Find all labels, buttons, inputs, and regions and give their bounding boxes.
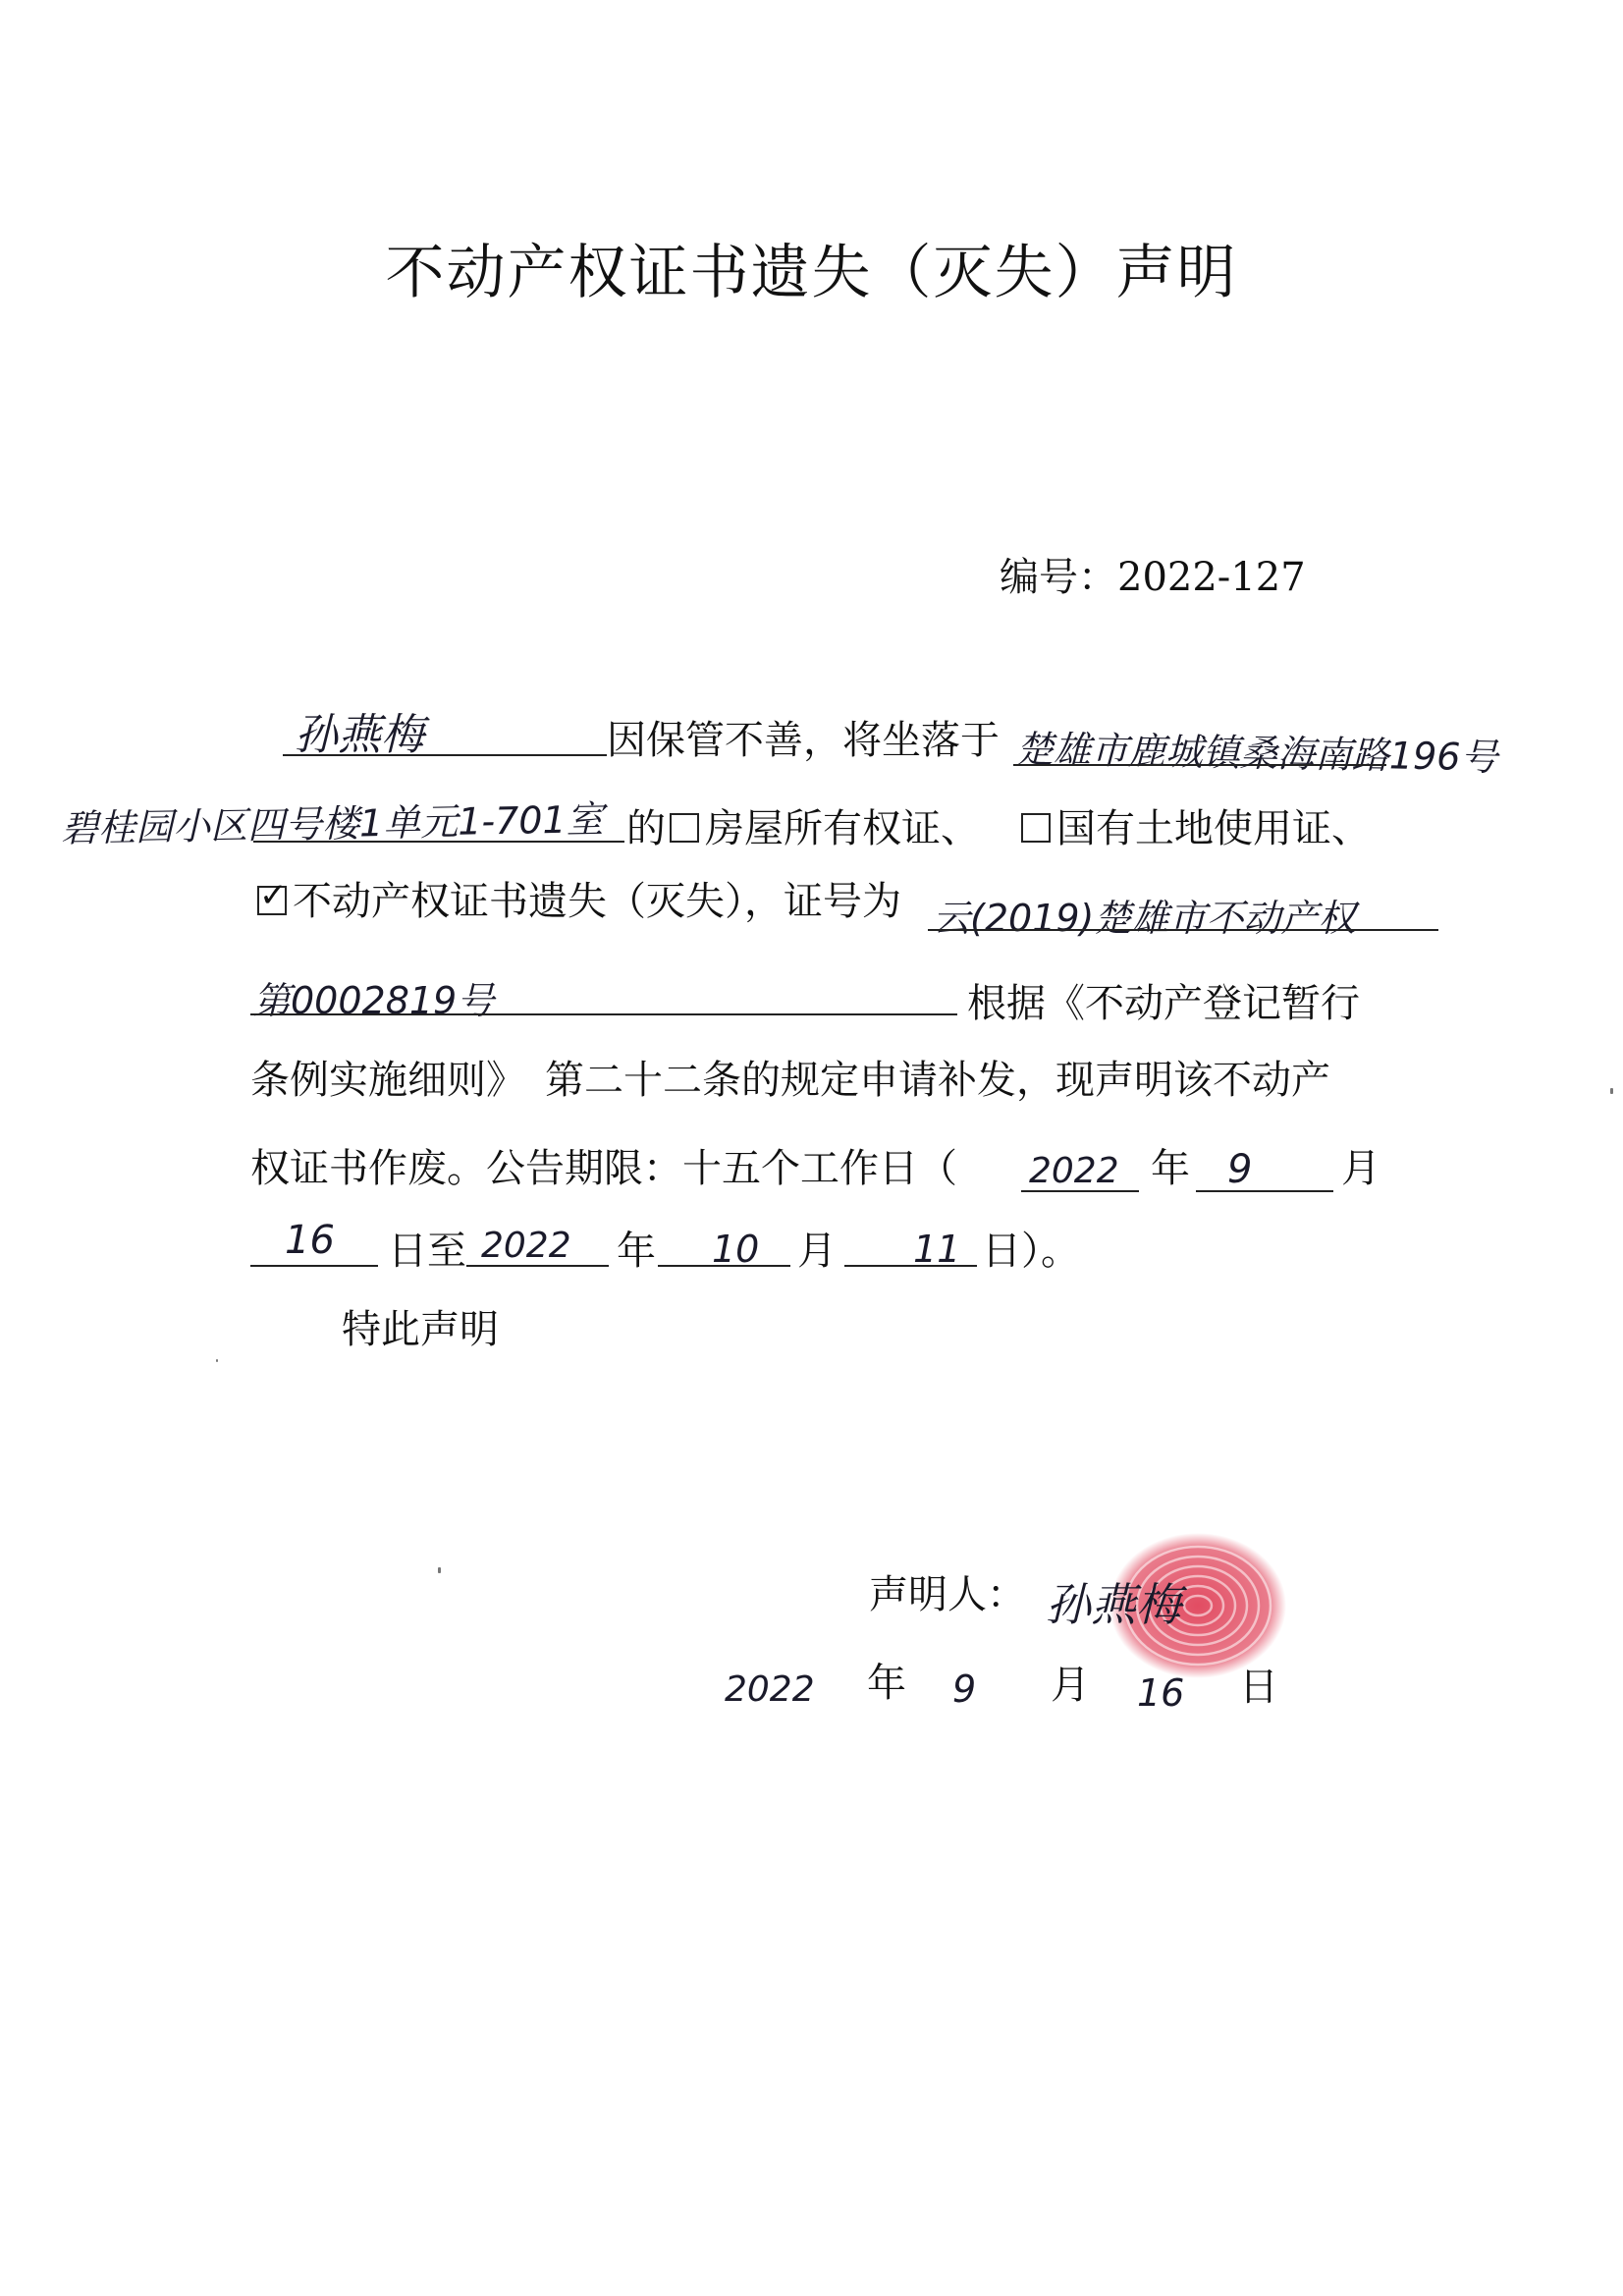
start-year-label: 年 xyxy=(1151,1146,1190,1191)
land-checkbox[interactable] xyxy=(1021,813,1051,843)
of-text: 的 xyxy=(626,806,666,851)
house-option-label: 房屋所有权证、 xyxy=(705,806,980,851)
page-title: 不动产权证书遗失（灭失）声明 xyxy=(385,239,1238,307)
scan-speck xyxy=(1610,1088,1613,1094)
location-blank xyxy=(1013,764,1386,766)
date-year-label: 年 xyxy=(867,1661,906,1706)
realestate-option-label: 不动产权证书遗失（灭失），证号为 xyxy=(293,879,901,924)
day-end-label: 日）。 xyxy=(982,1229,1080,1274)
applicant-name: 孙燕梅 xyxy=(295,710,424,760)
start-year: 2022 xyxy=(1029,1151,1119,1191)
date-day: 16 xyxy=(1137,1671,1185,1715)
end-year: 2022 xyxy=(481,1226,571,1266)
void-text: 权证书作废。公告期限：十五个工作日（ xyxy=(250,1146,957,1191)
date-month: 9 xyxy=(952,1667,977,1711)
start-day-blank xyxy=(250,1265,378,1267)
document-number-value: 2022-127 xyxy=(1117,555,1306,600)
land-option-label: 国有土地使用证、 xyxy=(1056,806,1371,851)
applicant-blank xyxy=(283,754,607,756)
end-month-label: 月 xyxy=(797,1229,837,1274)
location-blank-2 xyxy=(253,841,624,843)
certificate-number-line-2: 第0002819号 xyxy=(253,979,495,1022)
start-month: 9 xyxy=(1227,1147,1253,1192)
start-month-blank xyxy=(1196,1190,1333,1192)
basis-text-1: 根据《不动产登记暂行 xyxy=(967,981,1360,1026)
location-line-1: 楚雄市鹿城镇桑海南路196号 xyxy=(1015,727,1498,780)
declarant-label: 声明人： xyxy=(869,1572,1026,1617)
document-number xyxy=(1000,546,1306,602)
end-month: 10 xyxy=(712,1228,760,1271)
scan-speck xyxy=(216,1359,218,1362)
date-day-label: 日 xyxy=(1239,1665,1278,1710)
cause-text: 因保管不善，将坐落于 xyxy=(607,718,1000,763)
end-year-blank xyxy=(466,1265,609,1267)
document-number-label: 编号： xyxy=(1000,555,1117,600)
end-day: 11 xyxy=(913,1228,961,1271)
end-month-blank xyxy=(658,1265,790,1267)
declarant-signature: 孙燕梅 xyxy=(1046,1578,1181,1631)
scan-speck xyxy=(438,1567,441,1573)
house-checkbox[interactable] xyxy=(670,813,699,843)
start-month-label: 月 xyxy=(1341,1146,1380,1191)
location-line-2: 碧桂园小区四号楼1单元1-701室 xyxy=(60,797,605,850)
start-year-blank xyxy=(1021,1190,1139,1192)
certificate-blank xyxy=(928,929,1438,931)
date-month-label: 月 xyxy=(1051,1663,1090,1708)
start-day: 16 xyxy=(285,1218,335,1263)
certificate-number-line-1: 云(2019)楚雄市不动产权 xyxy=(933,897,1356,940)
day-to-label: 日至 xyxy=(388,1229,466,1274)
certificate-blank-2 xyxy=(250,1013,957,1015)
checkmark-icon: ✓ xyxy=(259,876,288,915)
date-year: 2022 xyxy=(725,1669,815,1710)
basis-text-2: 条例实施细则》 第二十二条的规定申请补发，现声明该不动产 xyxy=(250,1058,1330,1103)
closing-statement: 特此声明 xyxy=(342,1307,499,1352)
end-day-blank xyxy=(844,1265,977,1267)
end-year-label: 年 xyxy=(617,1229,656,1274)
